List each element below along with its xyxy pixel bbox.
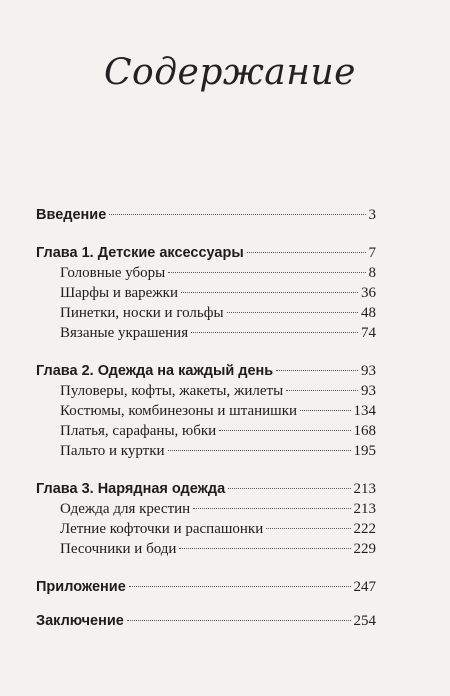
dot-leader — [127, 620, 351, 621]
toc-page-number: 195 — [353, 443, 376, 459]
toc-entry-label: Песочники и боди — [60, 541, 177, 557]
toc-entry-label: Глава 1. Детские аксессуары — [36, 245, 244, 261]
dot-leader — [228, 488, 350, 489]
toc-entry-section — [60, 421, 376, 441]
toc-page-number: 7 — [368, 245, 376, 261]
toc-page-number: 168 — [353, 423, 376, 439]
toc-entry-appendix — [36, 577, 376, 597]
toc-page-number: 93 — [361, 363, 376, 379]
toc-entry-section — [60, 381, 376, 401]
dot-leader — [129, 586, 351, 587]
toc-page-number: 134 — [353, 403, 376, 419]
dot-leader — [179, 548, 350, 549]
dot-leader — [286, 390, 358, 391]
toc-page-number: 213 — [353, 501, 376, 517]
toc-entry-conclusion — [36, 611, 376, 631]
toc-entry-section — [60, 499, 376, 519]
dot-leader — [193, 508, 350, 509]
toc-entry-introduction — [36, 205, 376, 225]
toc-entry-section — [60, 519, 376, 539]
toc-entry-section — [60, 283, 376, 303]
toc-entry-section — [60, 303, 376, 323]
toc-entry-label: Головные уборы — [60, 265, 166, 281]
toc-entry-section — [60, 441, 376, 461]
dot-leader — [247, 252, 366, 253]
toc-page-number: 8 — [368, 265, 376, 281]
dot-leader — [168, 450, 351, 451]
toc-page-number: 36 — [361, 285, 376, 301]
toc-entry-section — [60, 323, 376, 343]
toc-page-number: 222 — [353, 521, 376, 537]
dot-leader — [300, 410, 350, 411]
toc-page-number: 247 — [353, 579, 376, 595]
toc-entry-label: Глава 3. Нарядная одежда — [36, 481, 226, 497]
toc-entry-label: Вязаные украшения — [60, 325, 189, 341]
toc-entry-chapter-1 — [36, 243, 376, 263]
toc-entry-label: Глава 2. Одежда на каждый день — [36, 363, 274, 379]
page-title: Содержание — [104, 52, 356, 93]
dot-leader — [109, 214, 365, 215]
toc-entry-label: Одежда для крестин — [60, 501, 191, 517]
toc-entry-label: Пинетки, носки и гольфы — [60, 305, 224, 321]
toc-entry-label: Заключение — [36, 613, 124, 629]
toc-entry-label: Введение — [36, 207, 107, 223]
toc-entry-label: Костюмы, комбинезоны и штанишки — [60, 403, 298, 419]
toc-entry-section — [60, 539, 376, 559]
dot-leader — [227, 312, 358, 313]
toc-entry-label: Шарфы и варежки — [60, 285, 178, 301]
toc-entry-label: Летние кофточки и распашонки — [60, 521, 264, 537]
dot-leader — [276, 370, 358, 371]
dot-leader — [191, 332, 358, 333]
toc-entry-label: Пальто и куртки — [60, 443, 165, 459]
toc-page-number: 48 — [361, 305, 376, 321]
toc-page-number: 229 — [353, 541, 376, 557]
toc-page-number: 93 — [361, 383, 376, 399]
dot-leader — [219, 430, 350, 431]
dot-leader — [168, 272, 365, 273]
toc-entry-chapter-3 — [36, 479, 376, 499]
dot-leader — [266, 528, 350, 529]
toc-entry-label: Пуловеры, кофты, жакеты, жилеты — [60, 383, 284, 399]
toc-entry-label: Приложение — [36, 579, 126, 595]
toc-page-number: 254 — [353, 613, 376, 629]
toc-page-number: 213 — [353, 481, 376, 497]
toc-page-number: 74 — [361, 325, 376, 341]
toc-entry-section — [60, 263, 376, 283]
toc-entry-chapter-2 — [36, 361, 376, 381]
toc-page-number: 3 — [368, 207, 376, 223]
dot-leader — [181, 292, 358, 293]
toc-entry-label: Платья, сарафаны, юбки — [60, 423, 217, 439]
toc-entry-section — [60, 401, 376, 421]
